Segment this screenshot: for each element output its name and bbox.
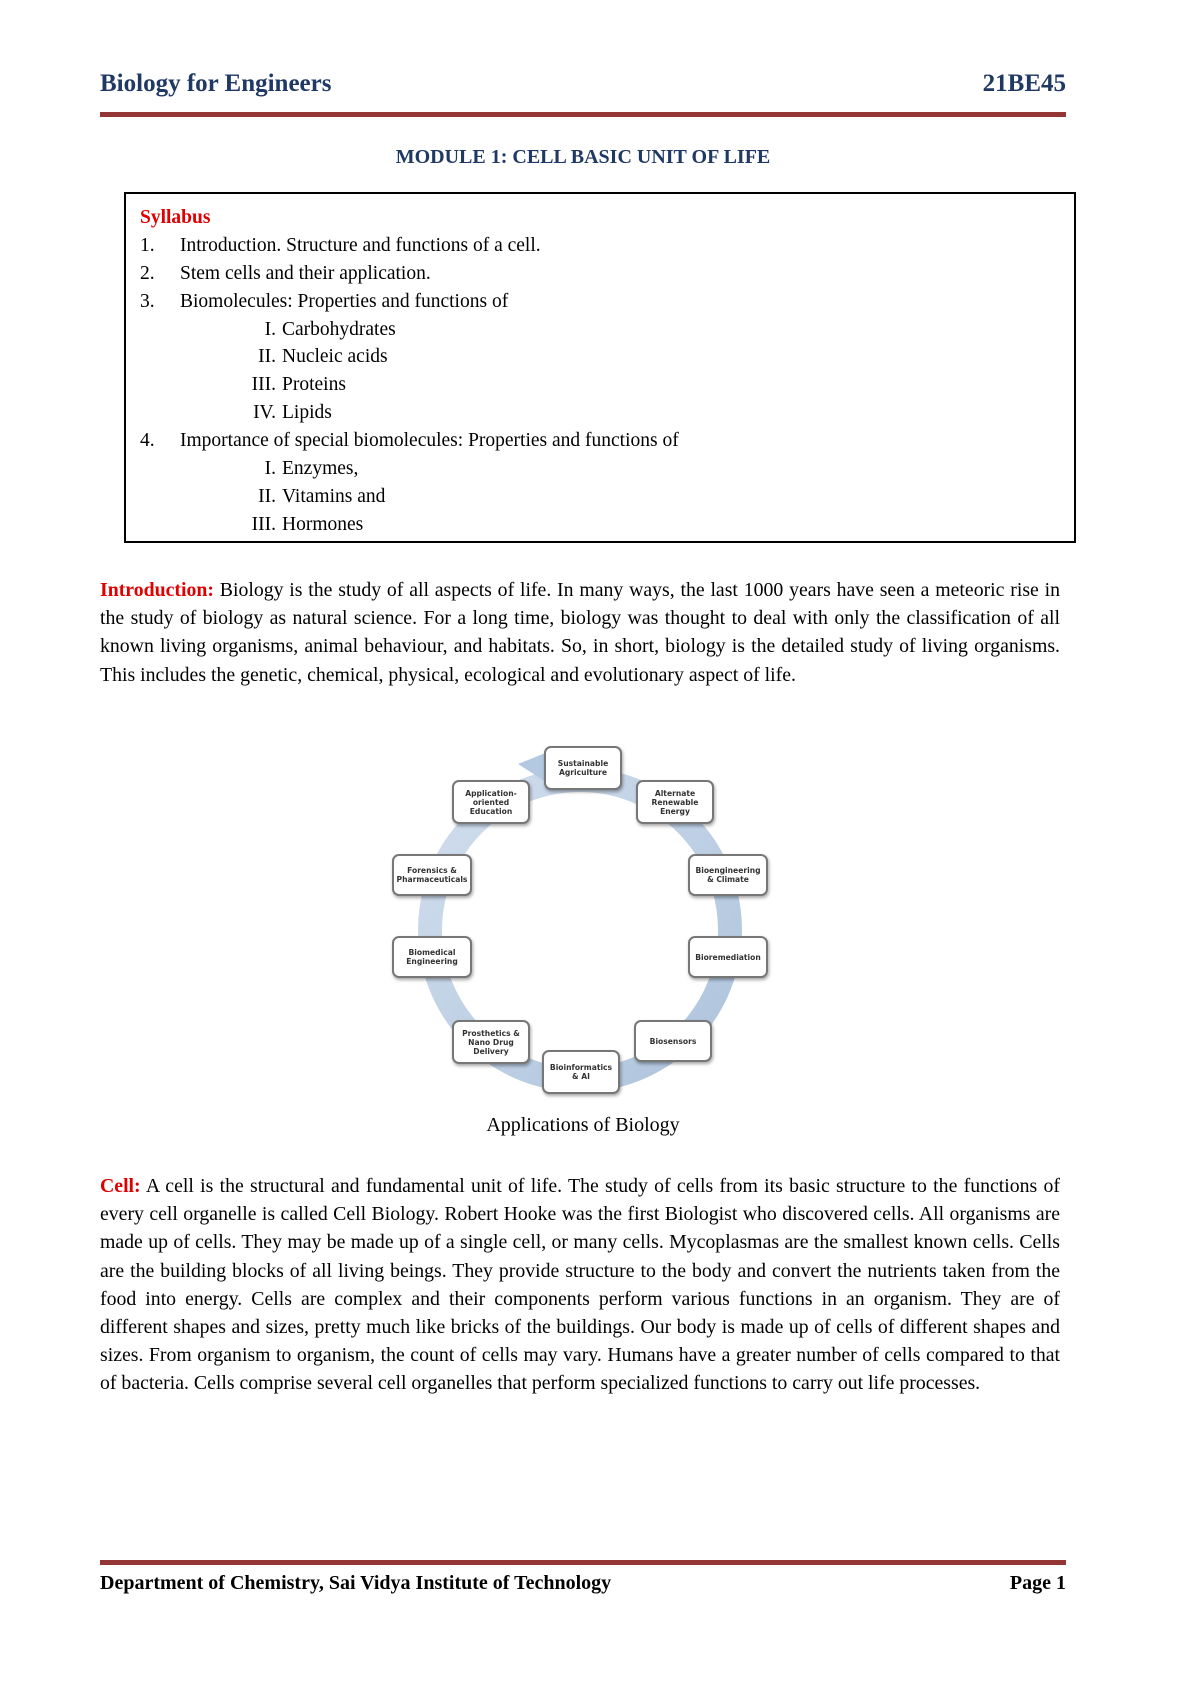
header-rule	[100, 112, 1066, 117]
syllabus-subitem	[140, 455, 1060, 483]
module-title: MODULE 1: CELL BASIC UNIT OF LIFE	[395, 146, 771, 168]
syllabus-subitem-text: Nucleic acids	[282, 346, 388, 368]
syllabus-subitem	[140, 316, 1060, 344]
syllabus-heading: Syllabus	[140, 207, 211, 228]
syllabus-subitem-number: I.	[264, 318, 276, 340]
introduction-text: Biology is the study of all aspects of life. In many ways, the last 1000 years have seen a meteoric rise in the study of biology as natural science. For a long time, biology was thought to deal with only the classification of all known living organisms, animal behaviour, and habitats. So, in short, biology is the detailed study of living organisms. This includes the genetic, chemical, physical, ecological and evolutionary aspect of life.	[100, 579, 1060, 686]
syllabus-subitem-number: I.	[264, 458, 276, 480]
node-bioengineering-climate: Bioengineering & Climate	[688, 854, 768, 896]
syllabus-subitem-number: II.	[258, 485, 276, 507]
page-footer	[100, 1572, 1066, 1602]
syllabus-subitem-number: III.	[251, 374, 276, 396]
header-course-code: 21BE45	[982, 70, 1066, 97]
cell-text: A cell is the structural and fundamental unit of life. The study of cells from its basic structure to the functions of every cell organelle is called Cell Biology. Robert Hooke was the first Biologist who discovered cells. All organisms are made up of cells. They may be made up of a single cell, or many cells. Mycoplasmas are the smallest known cells. Cells are the building blocks of all living beings. They provide structure to the body and convert the nutrients taken from the food into energy. Cells are complex and their components perform various functions in an organism. They are of different shapes and sizes, pretty much like bricks of the buildings. Our body is made up of cells of different shapes and sizes. From organism to organism, the count of cells may vary. Humans have a greater number of cells compared to that of bacteria. Cells comprise several cell organelles that perform specialized functions to carry out life processes.	[100, 1175, 1060, 1395]
node-bioinformatics-ai: Bioinformatics & AI	[542, 1050, 620, 1094]
syllabus-subitem	[140, 483, 1060, 511]
node-biosensors: Biosensors	[634, 1020, 712, 1062]
syllabus-subitem	[140, 511, 1060, 539]
syllabus-item-text: Importance of special biomolecules: Properties and functions of	[180, 430, 679, 452]
syllabus-item-number: 3.	[140, 290, 155, 312]
syllabus-item	[140, 232, 1060, 260]
node-bioremediation: Bioremediation	[688, 936, 768, 978]
footer-page-number: Page 1	[1009, 1572, 1066, 1594]
syllabus-item-number: 4.	[140, 430, 155, 452]
syllabus-subitem-text: Vitamins and	[282, 485, 386, 507]
node-alternate-renewable-energy: Alternate Renewable Energy	[636, 780, 714, 824]
syllabus-subitem-text: Carbohydrates	[282, 318, 396, 340]
syllabus-subitem-number: IV.	[253, 402, 276, 424]
syllabus-subitem-text: Hormones	[282, 513, 364, 535]
node-forensics-pharmaceuticals: Forensics & Pharmaceuticals	[392, 854, 472, 896]
node-biomedical-engineering: Biomedical Engineering	[392, 936, 472, 978]
footer-department: Department of Chemistry, Sai Vidya Institute of Technology	[100, 1572, 612, 1594]
syllabus-subitem-text: Lipids	[282, 402, 332, 424]
figure-caption: Applications of Biology	[486, 1114, 680, 1136]
syllabus-subitem-text: Proteins	[282, 374, 346, 396]
cell-paragraph	[100, 1172, 1060, 1398]
syllabus-item	[140, 260, 1060, 288]
introduction-label: Introduction:	[100, 579, 214, 601]
syllabus-subitem-text: Enzymes,	[282, 458, 359, 480]
header-title: Biology for Engineers	[100, 70, 332, 97]
syllabus-subitem	[140, 343, 1060, 371]
syllabus-item-number: 2.	[140, 262, 155, 284]
syllabus-box	[124, 192, 1076, 543]
introduction-paragraph	[100, 576, 1060, 689]
node-sustainable-agriculture: Sustainable Agriculture	[544, 746, 622, 790]
syllabus-item	[140, 427, 1060, 455]
syllabus-item	[140, 288, 1060, 316]
applications-diagram	[380, 742, 780, 1112]
node-prosthetics-nano-drug-delivery: Prosthetics & Nano Drug Delivery	[452, 1020, 530, 1064]
syllabus-subitem-number: III.	[251, 513, 276, 535]
syllabus-subitem	[140, 371, 1060, 399]
syllabus-subitem	[140, 399, 1060, 427]
syllabus-item-text: Biomolecules: Properties and functions of	[180, 290, 509, 312]
syllabus-item-text: Introduction. Structure and functions of a cell.	[180, 234, 541, 256]
node-application-oriented-education: Application-oriented Education	[452, 780, 530, 824]
syllabus-item-number: 1.	[140, 234, 155, 256]
cell-label: Cell:	[100, 1175, 141, 1197]
syllabus-item-text: Stem cells and their application.	[180, 262, 431, 284]
page-header	[100, 70, 1066, 106]
syllabus-subitem-number: II.	[258, 346, 276, 368]
footer-rule	[100, 1560, 1066, 1565]
